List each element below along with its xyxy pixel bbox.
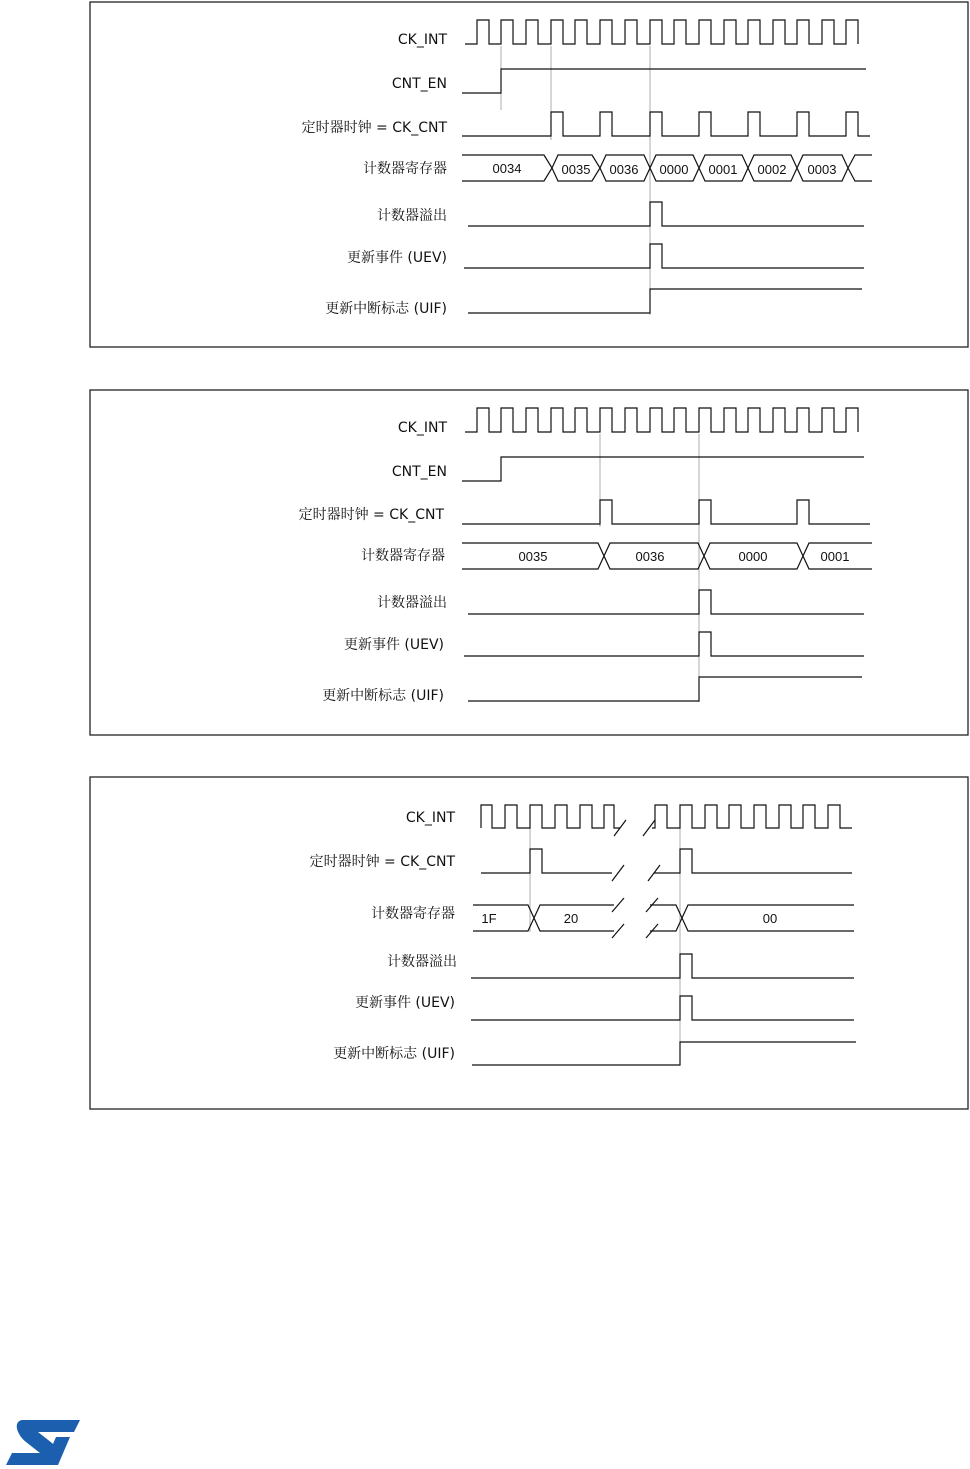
cnt-en-waveform	[462, 457, 864, 481]
timing-diagram-2	[90, 390, 968, 735]
register-value: 0034	[492, 161, 522, 176]
ck-int-waveform	[465, 20, 858, 44]
update-event-waveform	[471, 996, 854, 1020]
signal-label-cnt-en: CNT_EN	[391, 464, 447, 480]
st-logo-mark	[6, 1420, 80, 1465]
signal-label-update-interrupt-flag: 更新中断标志 (UIF)	[333, 1046, 455, 1062]
register-value: 0001	[820, 549, 850, 564]
update-event-waveform	[464, 244, 864, 268]
diagram-3-frame	[90, 777, 968, 1109]
counter-overflow-waveform	[471, 954, 854, 978]
signal-label-update-event: 更新事件 (UEV)	[346, 250, 447, 266]
timing-diagram-3	[90, 777, 968, 1109]
register-value: 00	[762, 911, 778, 926]
timer-clock-waveform	[462, 500, 870, 524]
register-value: 0035	[518, 549, 548, 564]
timer-clock-waveform	[462, 112, 870, 136]
signal-label-update-interrupt-flag: 更新中断标志 (UIF)	[322, 688, 444, 704]
signal-label-ck-int: CK_INT	[405, 810, 455, 826]
break-mark	[612, 898, 658, 938]
ck-int-waveform	[481, 805, 852, 828]
signal-label-timer-clock: 定时器时钟 = CK_CNT	[309, 854, 455, 870]
signal-label-timer-clock: 定时器时钟 = CK_CNT	[298, 507, 444, 523]
signal-label-counter-register: 计数器寄存器	[363, 161, 447, 177]
signal-label-counter-overflow: 计数器溢出	[387, 954, 457, 970]
signal-label-counter-overflow: 计数器溢出	[377, 595, 447, 611]
register-value: 0001	[708, 162, 738, 177]
update-interrupt-flag-waveform	[472, 1042, 856, 1065]
timing-diagram-1	[90, 2, 968, 347]
counter-overflow-waveform	[468, 202, 864, 226]
register-value: 0035	[561, 162, 591, 177]
signal-label-counter-register: 计数器寄存器	[361, 548, 445, 564]
signal-label-ck-int: CK_INT	[397, 32, 447, 48]
register-value: 0036	[635, 549, 665, 564]
update-event-waveform	[464, 632, 864, 656]
signal-label-update-event: 更新事件 (UEV)	[354, 995, 455, 1011]
update-interrupt-flag-waveform	[468, 289, 862, 313]
signal-label-update-interrupt-flag: 更新中断标志 (UIF)	[325, 301, 447, 317]
ck-int-waveform	[465, 408, 858, 432]
register-value: 20	[563, 911, 579, 926]
register-value: 0002	[757, 162, 787, 177]
register-value: 1F	[481, 911, 497, 926]
cnt-en-waveform	[462, 69, 866, 93]
signal-label-ck-int: CK_INT	[397, 420, 447, 436]
signal-label-timer-clock: 定时器时钟 = CK_CNT	[301, 120, 447, 136]
break-mark	[612, 865, 660, 881]
counter-overflow-waveform	[468, 590, 864, 614]
break-mark	[614, 820, 655, 836]
update-interrupt-flag-waveform	[468, 677, 862, 701]
signal-label-update-event: 更新事件 (UEV)	[343, 637, 444, 653]
register-value: 0036	[609, 162, 639, 177]
register-value: 0000	[659, 162, 689, 177]
st-logo	[6, 1420, 80, 1465]
signal-label-cnt-en: CNT_EN	[391, 76, 447, 92]
signal-label-counter-overflow: 计数器溢出	[377, 208, 447, 224]
register-value: 0003	[807, 162, 837, 177]
register-value: 0000	[738, 549, 768, 564]
timer-clock-waveform	[481, 849, 852, 873]
signal-label-counter-register: 计数器寄存器	[371, 906, 455, 922]
